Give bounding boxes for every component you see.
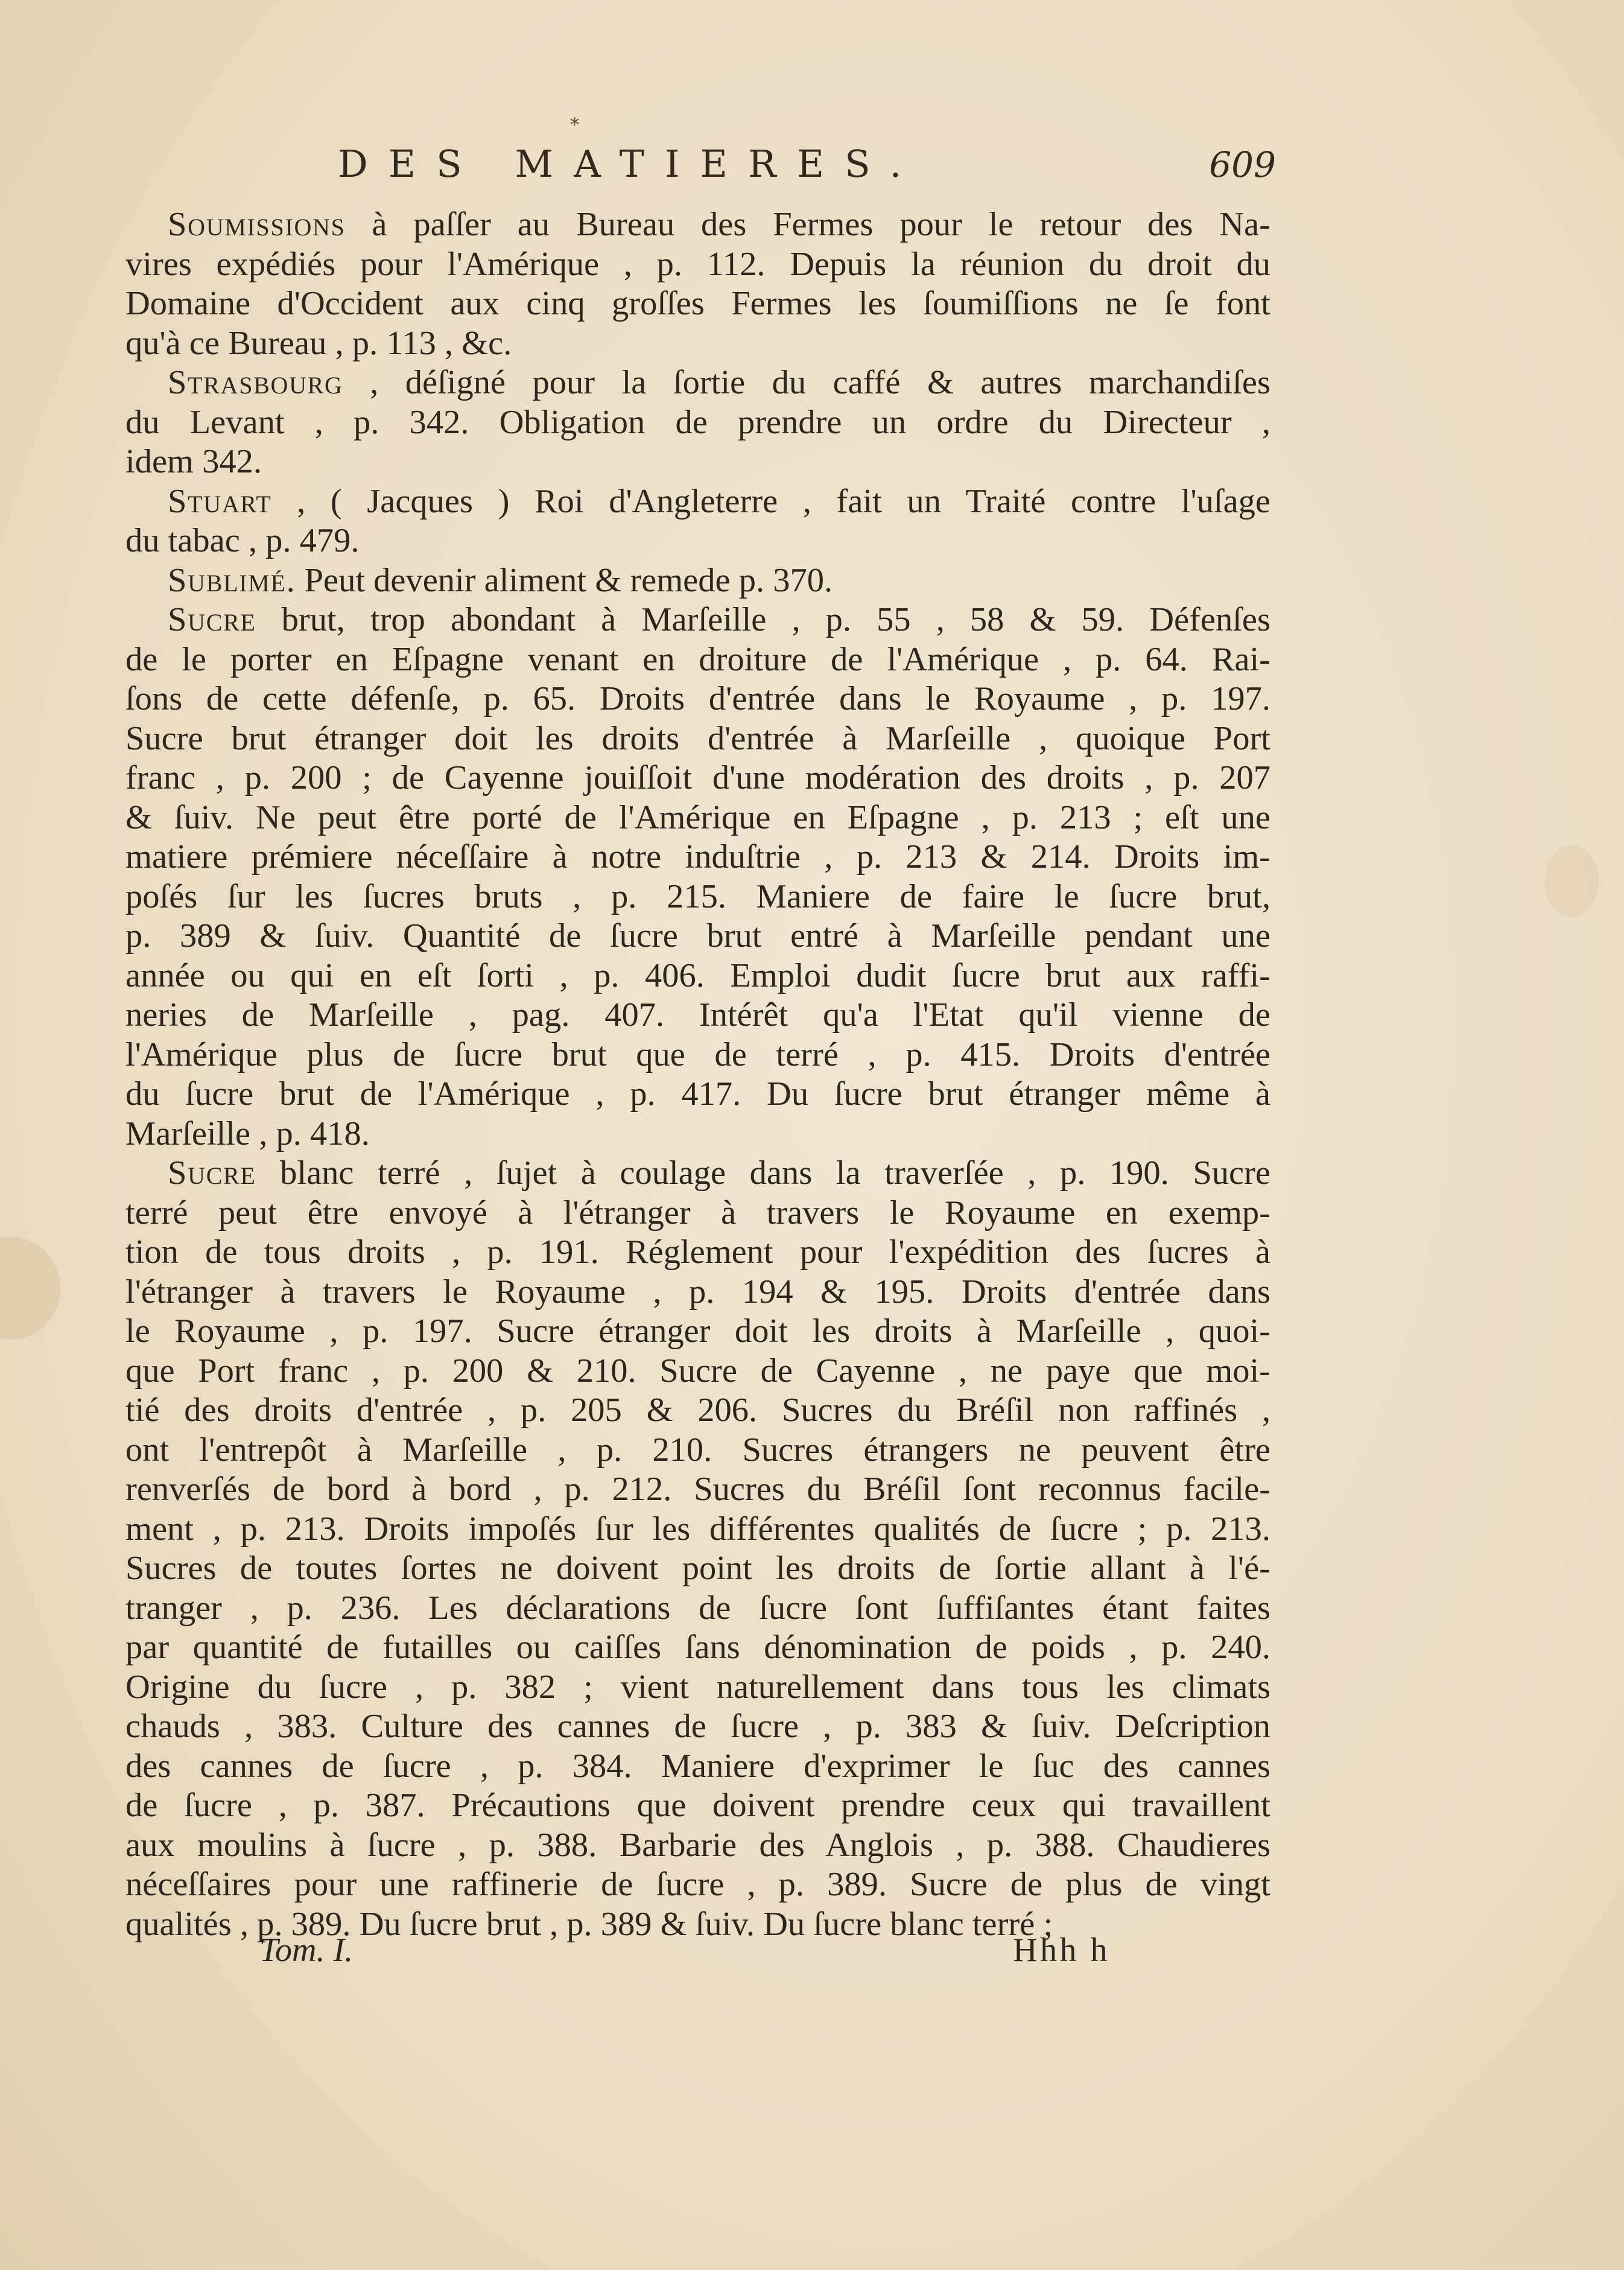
entry-line	[125, 1549, 1270, 1589]
entry-line	[125, 1628, 1270, 1668]
index-entry	[125, 363, 1270, 482]
volume-mark: Tom. I.	[259, 1931, 354, 1969]
entry-text: tranger , p. 236. Les déclarations de ſucre ſont ſuffiſantes étant faites	[125, 1589, 1270, 1627]
entry-line	[125, 956, 1270, 996]
entry-line	[125, 1194, 1270, 1233]
entry-line	[125, 1273, 1270, 1312]
entry-line	[125, 403, 1270, 443]
entry-text: franc , p. 200 ; de Cayenne jouiſſoit d'une modération des droits , p. 207	[125, 759, 1270, 796]
entry-line	[125, 1510, 1270, 1550]
entry-text: néceſſaires pour une raffinerie de ſucre , p. 389. Sucre de plus de vingt	[125, 1866, 1270, 1903]
entry-text: ſons de cette défenſe, p. 65. Droits d'entrée dans le Royaume , p. 197.	[125, 680, 1270, 717]
entry-text: Origine du ſucre , p. 382 ; vient naturellement dans tous les climats	[125, 1668, 1270, 1706]
entry-first-line	[125, 561, 1270, 601]
index-entry	[125, 600, 1270, 1154]
entry-text: que Port franc , p. 200 & 210. Sucre de Cayenne , ne paye que moi-	[125, 1352, 1270, 1390]
entry-text: année ou qui en eſt ſorti , p. 406. Emploi dudit ſucre brut aux raffi-	[125, 956, 1270, 994]
entry-line	[125, 1747, 1270, 1787]
index-entries	[125, 205, 1270, 1944]
entry-text: de le porter en Eſpagne venant en droiture de l'Amérique , p. 64. Rai-	[125, 640, 1270, 678]
index-entry	[125, 561, 1270, 601]
entry-line	[125, 1075, 1270, 1114]
entry-line	[125, 917, 1270, 956]
entry-line	[125, 521, 1270, 561]
entry-line	[125, 1035, 1270, 1075]
index-entry	[125, 205, 1270, 363]
paper-stain	[0, 1237, 60, 1340]
entry-line	[125, 758, 1270, 798]
entry-line	[125, 640, 1270, 680]
entry-text: brut, trop abondant à Marſeille , p. 55 , 58 & 59. Défenſes	[256, 601, 1270, 638]
entry-text: Sucres de toutes ſortes ne doivent point les droits de ſortie allant à l'é-	[125, 1550, 1270, 1587]
entry-line	[125, 1865, 1270, 1905]
entry-text: du ſucre brut de l'Amérique , p. 417. Du ſucre brut étranger même à	[125, 1075, 1270, 1113]
entry-first-line	[125, 600, 1270, 640]
entry-line	[125, 1786, 1270, 1826]
ornament-mark: ⁎	[570, 109, 579, 130]
entry-text: terré peut être envoyé à l'étranger à travers le Royaume en exemp-	[125, 1194, 1270, 1232]
entry-text: Domaine d'Occident aux cinq groſſes Fermes les ſoumiſſions ne ſe font	[125, 285, 1270, 322]
entry-text: aux moulins à ſucre , p. 388. Barbarie des Anglois , p. 388. Chaudieres	[125, 1826, 1270, 1864]
entry-text: blanc terré , ſujet à coulage dans la traverſée , p. 190. Sucre	[256, 1154, 1270, 1192]
entry-text: ment , p. 213. Droits impoſés ſur les différentes qualités de ſucre ; p. 213.	[125, 1510, 1270, 1548]
entry-line	[125, 1352, 1270, 1391]
entry-headword: Sucre	[168, 601, 256, 638]
running-head-title: DES MATIERES.	[338, 142, 922, 186]
entry-first-line	[125, 363, 1270, 403]
page-footer	[259, 1931, 1110, 1973]
entry-text: , déſigné pour la ſortie du caffé & autres marchandiſes	[343, 364, 1270, 401]
running-head	[338, 142, 1276, 196]
entry-line	[125, 1589, 1270, 1629]
entry-text: l'étranger à travers le Royaume , p. 194 & 195. Droits d'entrée dans	[125, 1273, 1270, 1311]
entry-text: p. 389 & ſuiv. Quantité de ſucre brut entré à Marſeille pendant une	[125, 917, 1270, 955]
entry-text: vires expédiés pour l'Amérique , p. 112. Depuis la réunion du droit du	[125, 245, 1270, 283]
entry-line	[125, 245, 1270, 285]
entry-text: par quantité de futailles ou caiſſes ſans dénomination de poids , p. 240.	[125, 1629, 1270, 1666]
entry-line	[125, 442, 1270, 482]
entry-text: de ſucre , p. 387. Précautions que doivent prendre ceux qui travaillent	[125, 1787, 1270, 1824]
entry-text: qu'à ce Bureau , p. 113 , &c.	[125, 324, 512, 362]
entry-headword: Soumissions	[168, 206, 346, 243]
entry-text: , ( Jacques ) Roi d'Angleterre , fait un Traité contre l'uſage	[271, 482, 1270, 520]
entry-line	[125, 838, 1270, 877]
entry-line	[125, 1668, 1270, 1708]
entry-text: idem 342.	[125, 443, 262, 480]
entry-text: tion de tous droits , p. 191. Réglement pour l'expédition des ſucres à	[125, 1233, 1270, 1271]
entry-text: & ſuiv. Ne peut être porté de l'Amérique en Eſpagne , p. 213 ; eſt une	[125, 798, 1270, 836]
entry-line	[125, 996, 1270, 1035]
entry-line	[125, 1312, 1270, 1352]
entry-line	[125, 1470, 1270, 1510]
entry-line	[125, 877, 1270, 917]
index-entry	[125, 482, 1270, 561]
page-number: 609	[1209, 144, 1276, 185]
entry-text: tié des droits d'entrée , p. 205 & 206. Sucres du Bréſil non raffinés ,	[125, 1391, 1270, 1429]
entry-line	[125, 1114, 1270, 1154]
entry-line	[125, 1233, 1270, 1273]
entry-line	[125, 324, 1270, 364]
entry-line	[125, 1707, 1270, 1747]
entry-text: Peut devenir aliment & remede p. 370.	[296, 561, 833, 599]
entry-text: l'Amérique plus de ſucre brut que de terré , p. 415. Droits d'entrée	[125, 1035, 1270, 1073]
entry-line	[125, 1431, 1270, 1470]
entry-text: neries de Marſeille , pag. 407. Intérêt qu'a l'Etat qu'il vienne de	[125, 996, 1270, 1034]
entry-first-line	[125, 205, 1270, 245]
entry-text: qualités , p. 389. Du ſucre brut , p. 389 & ſuiv. Du ſucre blanc terré ;	[125, 1905, 1053, 1943]
entry-headword: Strasbourg	[168, 364, 343, 401]
entry-text: ont l'entrepôt à Marſeille , p. 210. Sucres étrangers ne peuvent être	[125, 1431, 1270, 1469]
entry-line	[125, 284, 1270, 324]
entry-text: Marſeille , p. 418.	[125, 1114, 370, 1152]
entry-text: du tabac , p. 479.	[125, 522, 360, 559]
entry-line	[125, 679, 1270, 719]
entry-text: à paſſer au Bureau des Fermes pour le retour des Na-	[345, 206, 1270, 243]
paper-stain	[1544, 845, 1599, 917]
entry-headword: Sublimé.	[168, 561, 296, 599]
entry-text: renverſés de bord à bord , p. 212. Sucres du Bréſil ſont reconnus facile-	[125, 1470, 1270, 1508]
index-entry	[125, 1154, 1270, 1944]
entry-first-line	[125, 1154, 1270, 1194]
entry-text: chauds , 383. Culture des cannes de ſucre , p. 383 & ſuiv. Deſcription	[125, 1708, 1270, 1745]
entry-text: Sucre brut étranger doit les droits d'entrée à Marſeille , quoique Port	[125, 719, 1270, 757]
entry-headword: Sucre	[168, 1154, 256, 1192]
entry-headword: Stuart	[168, 482, 272, 520]
entry-text: le Royaume , p. 197. Sucre étranger doit les droits à Marſeille , quoi-	[125, 1312, 1270, 1350]
entry-line	[125, 798, 1270, 838]
entry-text: des cannes de ſucre , p. 384. Maniere d'exprimer le ſuc des cannes	[125, 1747, 1270, 1785]
entry-first-line	[125, 482, 1270, 522]
signature-mark: Hhh h	[1013, 1931, 1110, 1969]
entry-text: matiere prémiere néceſſaire à notre induſtrie , p. 213 & 214. Droits im-	[125, 838, 1270, 876]
entry-text: du Levant , p. 342. Obligation de prendre un ordre du Directeur ,	[125, 403, 1270, 441]
entry-text: poſés ſur les ſucres bruts , p. 215. Maniere de faire le ſucre brut,	[125, 877, 1270, 915]
entry-line	[125, 1391, 1270, 1431]
entry-line	[125, 1826, 1270, 1866]
entry-line	[125, 719, 1270, 759]
